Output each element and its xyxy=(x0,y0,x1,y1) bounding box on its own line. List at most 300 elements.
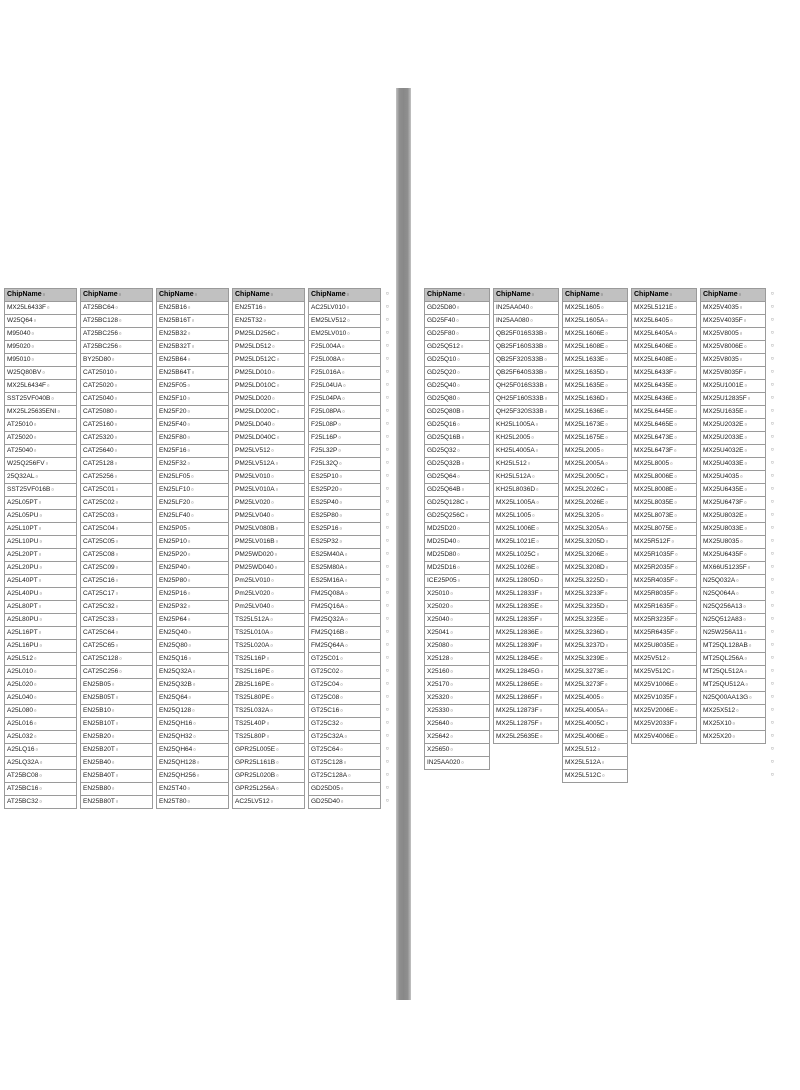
chip-table-left-1 xyxy=(4,288,77,809)
pilcrow-mark: ¤ xyxy=(771,486,774,492)
chip-cell: EN25B16T ¤ xyxy=(157,315,229,328)
chip-cell: X25170 ¤ xyxy=(425,679,490,692)
chip-cell: PM25LV040 ¤ xyxy=(233,510,305,523)
page-right xyxy=(424,288,778,783)
chip-cell: ES25M80A ¤ xyxy=(309,562,381,575)
chip-cell: MX25L512A ¤ xyxy=(563,757,628,770)
chip-cell: MX25V1006E ¤ xyxy=(632,679,697,692)
row-end-marker-strip xyxy=(384,288,393,808)
chip-cell: MX25U2032E ¤ xyxy=(701,419,766,432)
chip-cell: EN25F40 ¤ xyxy=(157,419,229,432)
chip-cell: MX25L6433F ¤ xyxy=(632,367,697,380)
chip-cell: EN25Q16 ¤ xyxy=(157,653,229,666)
chip-cell: TS25L512A ¤ xyxy=(233,614,305,627)
chip-cell: MX25L3225D ¤ xyxy=(563,575,628,588)
chip-cell: ZB25L16PE ¤ xyxy=(233,679,305,692)
chip-cell: MX25V512 ¤ xyxy=(632,653,697,666)
chip-cell: CAT25C05 ¤ xyxy=(81,536,153,549)
pilcrow-mark: ¤ xyxy=(386,473,389,479)
chip-cell: MX25R512F ¤ xyxy=(632,536,697,549)
chip-cell: PM25LV020 ¤ xyxy=(233,497,305,510)
chip-cell: EN25F05 ¤ xyxy=(157,380,229,393)
chip-cell: EN25B64T ¤ xyxy=(157,367,229,380)
chip-cell: CAT25C32 ¤ xyxy=(81,601,153,614)
chip-cell: EN25LF20 ¤ xyxy=(157,497,229,510)
chip-cell: N25Q512A83 ¤ xyxy=(701,614,766,627)
pilcrow-mark: ¤ xyxy=(771,330,774,336)
chip-cell: F25L04PA ¤ xyxy=(309,393,381,406)
chip-cell: CAT25C04 ¤ xyxy=(81,523,153,536)
pilcrow-mark: ¤ xyxy=(386,629,389,635)
chip-cell: AT25BC128 ¤ xyxy=(81,315,153,328)
pilcrow-mark: ¤ xyxy=(771,668,774,674)
chip-cell: EN25LF05 ¤ xyxy=(157,471,229,484)
pilcrow-mark: ¤ xyxy=(386,343,389,349)
chip-cell: EN25P10 ¤ xyxy=(157,536,229,549)
column-header-chipname: ChipName ¤ xyxy=(425,289,490,302)
chip-table-left-4 xyxy=(232,288,305,809)
chip-cell: EN25F16 ¤ xyxy=(157,445,229,458)
pilcrow-mark: ¤ xyxy=(771,694,774,700)
chip-cell: X25128 ¤ xyxy=(425,653,490,666)
chip-cell: EN25B16 ¤ xyxy=(157,302,229,315)
chip-cell: X25650 ¤ xyxy=(425,744,490,757)
chip-cell: MX25V8006E ¤ xyxy=(701,341,766,354)
chip-cell: EN25B05T ¤ xyxy=(81,692,153,705)
chip-cell: FM25Q32A ¤ xyxy=(309,614,381,627)
column-header-chipname: ChipName ¤ xyxy=(494,289,559,302)
chip-cell: MX25R3235F ¤ xyxy=(632,614,697,627)
chip-cell: QB25F016S33B ¤ xyxy=(494,328,559,341)
chip-cell: EN25B80 ¤ xyxy=(81,783,153,796)
pilcrow-mark: ¤ xyxy=(771,746,774,752)
chip-cell: KH25L512 ¤ xyxy=(494,458,559,471)
chip-cell: X25640 ¤ xyxy=(425,718,490,731)
chip-cell: CAT25C256 ¤ xyxy=(81,666,153,679)
pilcrow-mark: ¤ xyxy=(386,642,389,648)
chip-cell: MX25L4005A ¤ xyxy=(563,705,628,718)
chip-cell: MT25QL512A ¤ xyxy=(701,666,766,679)
chip-cell: IN25AA020 ¤ xyxy=(425,757,490,770)
chip-cell: ES25P16 ¤ xyxy=(309,523,381,536)
pilcrow-mark: ¤ xyxy=(771,460,774,466)
chip-cell: MX25L8006E ¤ xyxy=(632,471,697,484)
chip-cell: GD25F40 ¤ xyxy=(425,315,490,328)
chip-cell: M95020 ¤ xyxy=(5,341,77,354)
pilcrow-mark: ¤ xyxy=(771,499,774,505)
chip-cell: M95040 ¤ xyxy=(5,328,77,341)
chip-cell: A25L16PU ¤ xyxy=(5,640,77,653)
chip-cell: A25L040 ¤ xyxy=(5,692,77,705)
pilcrow-mark: ¤ xyxy=(386,616,389,622)
chip-cell: CAT25080 ¤ xyxy=(81,406,153,419)
chip-cell: AT25BC16 ¤ xyxy=(5,783,77,796)
chip-cell: GD25D40 ¤ xyxy=(309,796,381,809)
chip-cell: AT25020 ¤ xyxy=(5,432,77,445)
pilcrow-mark: ¤ xyxy=(771,512,774,518)
chip-cell: GD25Q64B ¤ xyxy=(425,484,490,497)
chip-cell: MX25L6434F ¤ xyxy=(5,380,77,393)
pilcrow-mark: ¤ xyxy=(386,395,389,401)
pilcrow-mark: ¤ xyxy=(386,421,389,427)
chip-cell: X25320 ¤ xyxy=(425,692,490,705)
chip-cell: A25L20PU ¤ xyxy=(5,562,77,575)
chip-cell: MX25V512C ¤ xyxy=(632,666,697,679)
chip-cell: EN25QH32 ¤ xyxy=(157,731,229,744)
chip-cell: EN25LF10 ¤ xyxy=(157,484,229,497)
chip-cell: MX25L1606E ¤ xyxy=(563,328,628,341)
chip-cell: A25L80PT ¤ xyxy=(5,601,77,614)
chip-cell: N25Q256A13 ¤ xyxy=(701,601,766,614)
pilcrow-mark: ¤ xyxy=(386,720,389,726)
chip-cell: MX25V2033F ¤ xyxy=(632,718,697,731)
pilcrow-mark: ¤ xyxy=(771,772,774,778)
pilcrow-mark: ¤ xyxy=(386,512,389,518)
pilcrow-mark: ¤ xyxy=(386,603,389,609)
chip-cell: GD25Q16B ¤ xyxy=(425,432,490,445)
chip-cell: A25L80PU ¤ xyxy=(5,614,77,627)
chip-cell: CAT25040 ¤ xyxy=(81,393,153,406)
chip-cell: EN25Q32B ¤ xyxy=(157,679,229,692)
chip-cell: EN25B10T ¤ xyxy=(81,718,153,731)
chip-cell: GD25Q32 ¤ xyxy=(425,445,490,458)
column-header-chipname: ChipName ¤ xyxy=(5,289,77,302)
chip-cell: MX25L2026E ¤ xyxy=(563,497,628,510)
chip-cell: EN25P05 ¤ xyxy=(157,523,229,536)
chip-cell: SST25VF040B ¤ xyxy=(5,393,77,406)
chip-cell: PM25LV016B ¤ xyxy=(233,536,305,549)
pilcrow-mark: ¤ xyxy=(771,590,774,596)
chip-cell: MX25L3273E ¤ xyxy=(563,666,628,679)
chip-cell: CAT25020 ¤ xyxy=(81,380,153,393)
chip-cell: MX25L8075E ¤ xyxy=(632,523,697,536)
chip-cell: CAT25C09 ¤ xyxy=(81,562,153,575)
chip-cell: MX25L1605A ¤ xyxy=(563,315,628,328)
chip-cell: AC25LV512 ¤ xyxy=(233,796,305,809)
chip-cell: MX25U2033E ¤ xyxy=(701,432,766,445)
chip-cell: KH25L512A ¤ xyxy=(494,471,559,484)
chip-cell: CAT25160 ¤ xyxy=(81,419,153,432)
chip-cell: W25Q256FV ¤ xyxy=(5,458,77,471)
chip-cell: QB25F640S33B ¤ xyxy=(494,367,559,380)
pilcrow-mark: ¤ xyxy=(771,356,774,362)
chip-cell: SST25VF016B ¤ xyxy=(5,484,77,497)
chip-cell: M95010 ¤ xyxy=(5,354,77,367)
chip-cell: MX25L12833F ¤ xyxy=(494,588,559,601)
pilcrow-mark: ¤ xyxy=(386,590,389,596)
chip-cell: MX25L6405A ¤ xyxy=(632,328,697,341)
pilcrow-mark: ¤ xyxy=(771,733,774,739)
chip-cell: A25L20PT ¤ xyxy=(5,549,77,562)
chip-cell: MX25L1635D ¤ xyxy=(563,367,628,380)
chip-cell: MX25V4006E ¤ xyxy=(632,731,697,744)
chip-cell: MX25U4032E ¤ xyxy=(701,445,766,458)
chip-cell: MX25L512 ¤ xyxy=(563,744,628,757)
chip-cell: MX25L2005C ¤ xyxy=(563,471,628,484)
chip-cell: MX25L3205D ¤ xyxy=(563,536,628,549)
chip-cell: EN25P32 ¤ xyxy=(157,601,229,614)
chip-cell: ES25P40 ¤ xyxy=(309,497,381,510)
chip-cell: EN25Q40 ¤ xyxy=(157,627,229,640)
row-end-marker-strip xyxy=(769,288,778,782)
chip-cell: MX25U4035 ¤ xyxy=(701,471,766,484)
pilcrow-mark: ¤ xyxy=(771,369,774,375)
chip-cell: CAT25256 ¤ xyxy=(81,471,153,484)
chip-cell: MX25L1026E ¤ xyxy=(494,562,559,575)
pilcrow-mark: ¤ xyxy=(386,785,389,791)
chip-cell: EN25T80 ¤ xyxy=(157,796,229,809)
chip-cell: A25L05PT ¤ xyxy=(5,497,77,510)
chip-cell: QB25F160S33B ¤ xyxy=(494,341,559,354)
chip-cell: MX25L12845E ¤ xyxy=(494,653,559,666)
chip-cell: TS25L16PE ¤ xyxy=(233,666,305,679)
chip-cell: F25L04UA ¤ xyxy=(309,380,381,393)
chip-cell: MX25L12805D ¤ xyxy=(494,575,559,588)
pilcrow-mark: ¤ xyxy=(771,616,774,622)
chip-table-left-5 xyxy=(308,288,381,809)
chip-cell: ES25P20 ¤ xyxy=(309,484,381,497)
chip-cell: ES25M16A ¤ xyxy=(309,575,381,588)
chip-cell: EN25F32 ¤ xyxy=(157,458,229,471)
pilcrow-mark: ¤ xyxy=(386,759,389,765)
chip-cell: PM25LD020C ¤ xyxy=(233,406,305,419)
chip-cell: EM25LV512 ¤ xyxy=(309,315,381,328)
chip-cell: MX25V4035F ¤ xyxy=(701,315,766,328)
chip-cell: CAT25C17 ¤ xyxy=(81,588,153,601)
chip-cell: A25L10PT ¤ xyxy=(5,523,77,536)
chip-cell: MX25U8035E ¤ xyxy=(632,640,697,653)
chip-cell: MX25L12839F ¤ xyxy=(494,640,559,653)
chip-cell: EN25QH64 ¤ xyxy=(157,744,229,757)
chip-cell: CAT25C128 ¤ xyxy=(81,653,153,666)
pilcrow-mark: ¤ xyxy=(771,538,774,544)
chip-cell: PM25LD040C ¤ xyxy=(233,432,305,445)
pilcrow-mark: ¤ xyxy=(771,408,774,414)
chip-cell: EN25T16 ¤ xyxy=(233,302,305,315)
column-header-chipname: ChipName ¤ xyxy=(233,289,305,302)
chip-cell: MX25L3273F ¤ xyxy=(563,679,628,692)
chip-cell: MX25V8005 ¤ xyxy=(701,328,766,341)
chip-cell: MD25D40 ¤ xyxy=(425,536,490,549)
pilcrow-mark: ¤ xyxy=(386,460,389,466)
chip-cell: X25330 ¤ xyxy=(425,705,490,718)
chip-cell: GT25C16 ¤ xyxy=(309,705,381,718)
chip-cell: PM25LD020 ¤ xyxy=(233,393,305,406)
column-header-chipname: ChipName ¤ xyxy=(632,289,697,302)
chip-cell: MX25L3208D ¤ xyxy=(563,562,628,575)
chip-cell: EN25Q128 ¤ xyxy=(157,705,229,718)
chip-cell: GD25Q80 ¤ xyxy=(425,393,490,406)
chip-cell: AT25010 ¤ xyxy=(5,419,77,432)
chip-cell: GD25Q256C ¤ xyxy=(425,510,490,523)
chip-cell: GT25C64 ¤ xyxy=(309,744,381,757)
chip-cell: PM25LD010C ¤ xyxy=(233,380,305,393)
chip-cell: F25L16P ¤ xyxy=(309,432,381,445)
chip-cell: A25L40PT ¤ xyxy=(5,575,77,588)
pilcrow-mark: ¤ xyxy=(771,525,774,531)
chip-cell: MX25L12875F ¤ xyxy=(494,718,559,731)
chip-cell: EN25B32T ¤ xyxy=(157,341,229,354)
chip-cell: MX25L6405 ¤ xyxy=(632,315,697,328)
pilcrow-mark: ¤ xyxy=(771,681,774,687)
pilcrow-mark: ¤ xyxy=(771,395,774,401)
chip-cell: AT25BC08 ¤ xyxy=(5,770,77,783)
column-header-chipname: ChipName ¤ xyxy=(157,289,229,302)
chip-cell: MX25L3235D ¤ xyxy=(563,601,628,614)
chip-cell: GPR25L020B ¤ xyxy=(233,770,305,783)
chip-cell: ES25P10 ¤ xyxy=(309,471,381,484)
chip-cell: EN25B20T ¤ xyxy=(81,744,153,757)
chip-cell: BY25D80 ¤ xyxy=(81,354,153,367)
chip-cell: N25Q032A ¤ xyxy=(701,575,766,588)
chip-cell: MX25L512C ¤ xyxy=(563,770,628,783)
chip-cell: MX25L1025C ¤ xyxy=(494,549,559,562)
chip-cell: CAT25320 ¤ xyxy=(81,432,153,445)
chip-cell: MX25R1035F ¤ xyxy=(632,549,697,562)
chip-cell: EN25B20 ¤ xyxy=(81,731,153,744)
chip-cell: MX25R1635F ¤ xyxy=(632,601,697,614)
chip-cell: GD25Q80B ¤ xyxy=(425,406,490,419)
chip-cell: AT25BC32 ¤ xyxy=(5,796,77,809)
chip-cell: W25Q80BV ¤ xyxy=(5,367,77,380)
chip-cell: PM25WD040 ¤ xyxy=(233,562,305,575)
chip-cell: MX25L3206E ¤ xyxy=(563,549,628,562)
chip-cell: EN25T32 ¤ xyxy=(233,315,305,328)
chip-cell: MX25V1035F ¤ xyxy=(632,692,697,705)
pilcrow-mark: ¤ xyxy=(386,746,389,752)
pilcrow-mark: ¤ xyxy=(771,473,774,479)
chip-cell: MX25L3235E ¤ xyxy=(563,614,628,627)
chip-cell: MX25L12835F ¤ xyxy=(494,614,559,627)
chip-cell: MX25L2005 ¤ xyxy=(563,445,628,458)
chip-cell: Pm25LV020 ¤ xyxy=(233,588,305,601)
chip-cell: FM25Q16A ¤ xyxy=(309,601,381,614)
chip-cell: X25010 ¤ xyxy=(425,588,490,601)
chip-cell: EN25P20 ¤ xyxy=(157,549,229,562)
chip-cell: MX25L3239E ¤ xyxy=(563,653,628,666)
chip-cell: A25LQ32A ¤ xyxy=(5,757,77,770)
chip-cell: F25L004A ¤ xyxy=(309,341,381,354)
chip-cell: EN25F10 ¤ xyxy=(157,393,229,406)
chip-cell: PM25LD040 ¤ xyxy=(233,419,305,432)
chip-cell: FM25Q08A ¤ xyxy=(309,588,381,601)
pilcrow-mark: ¤ xyxy=(771,655,774,661)
chip-cell: MX25L6436E ¤ xyxy=(632,393,697,406)
pilcrow-mark: ¤ xyxy=(771,564,774,570)
chip-cell: CAT25C33 ¤ xyxy=(81,614,153,627)
chip-cell: MX25L1605 ¤ xyxy=(563,302,628,315)
chip-cell: EN25P16 ¤ xyxy=(157,588,229,601)
chip-cell: GD25Q32B ¤ xyxy=(425,458,490,471)
chip-cell: MX25U12835F ¤ xyxy=(701,393,766,406)
pilcrow-mark: ¤ xyxy=(386,772,389,778)
chip-cell: MX25L1005A ¤ xyxy=(494,497,559,510)
chip-cell: MX25U8033E ¤ xyxy=(701,523,766,536)
chip-cell: GT25C01 ¤ xyxy=(309,653,381,666)
chip-cell: EN25P64 ¤ xyxy=(157,614,229,627)
chip-cell: MX25L8005 ¤ xyxy=(632,458,697,471)
chip-cell: FM25Q64A ¤ xyxy=(309,640,381,653)
chip-cell: A25L10PU ¤ xyxy=(5,536,77,549)
chip-cell: MX25L6435E ¤ xyxy=(632,380,697,393)
chip-cell: GT25C128 ¤ xyxy=(309,757,381,770)
chip-table-left-3 xyxy=(156,288,229,809)
chip-cell: PM25LV010 ¤ xyxy=(233,471,305,484)
chip-table-right-5 xyxy=(700,288,766,744)
chip-cell: EN25Q80 ¤ xyxy=(157,640,229,653)
chip-cell: X25160 ¤ xyxy=(425,666,490,679)
chip-cell: A25L080 ¤ xyxy=(5,705,77,718)
pilcrow-mark: ¤ xyxy=(771,343,774,349)
chip-cell: EN25QH16 ¤ xyxy=(157,718,229,731)
column-header-chipname: ChipName ¤ xyxy=(701,289,766,302)
chip-cell: MX25V2006E ¤ xyxy=(632,705,697,718)
pilcrow-mark: ¤ xyxy=(386,369,389,375)
chip-cell: MX25V4035 ¤ xyxy=(701,302,766,315)
chip-cell: MX25L1021E ¤ xyxy=(494,536,559,549)
chip-cell: IN25AA080 ¤ xyxy=(494,315,559,328)
pilcrow-mark: ¤ xyxy=(771,551,774,557)
chip-cell: N25Q064A ¤ xyxy=(701,588,766,601)
chip-cell: MX25R8035F ¤ xyxy=(632,588,697,601)
chip-cell: MX25L3205 ¤ xyxy=(563,510,628,523)
chip-cell: CAT25C64 ¤ xyxy=(81,627,153,640)
chip-cell: ES25P32 ¤ xyxy=(309,536,381,549)
chip-cell: TS25L40P ¤ xyxy=(233,718,305,731)
pilcrow-mark: ¤ xyxy=(771,317,774,323)
chip-cell: EN25P80 ¤ xyxy=(157,575,229,588)
chip-cell: MX25L1636D ¤ xyxy=(563,393,628,406)
chip-cell: MX25X512 ¤ xyxy=(701,705,766,718)
chip-cell: GD25Q40 ¤ xyxy=(425,380,490,393)
chip-cell: QH25F016S33B ¤ xyxy=(494,380,559,393)
chip-cell: N25W256A11 ¤ xyxy=(701,627,766,640)
chip-cell: MX25L8035E ¤ xyxy=(632,497,697,510)
chip-cell: A25L05PU ¤ xyxy=(5,510,77,523)
chip-cell: GT25C08 ¤ xyxy=(309,692,381,705)
chip-cell: GPR25L161B ¤ xyxy=(233,757,305,770)
chip-cell: MD25D16 ¤ xyxy=(425,562,490,575)
chip-cell: EN25LF40 ¤ xyxy=(157,510,229,523)
pilcrow-mark: ¤ xyxy=(771,642,774,648)
chip-cell: MX25R4035F ¤ xyxy=(632,575,697,588)
chip-cell: W25Q64 ¤ xyxy=(5,315,77,328)
column-header-chipname: ChipName ¤ xyxy=(81,289,153,302)
pilcrow-mark: ¤ xyxy=(386,434,389,440)
chip-cell: MX25L8008E ¤ xyxy=(632,484,697,497)
chip-cell: F25L32Q ¤ xyxy=(309,458,381,471)
chip-cell: MX25L6473E ¤ xyxy=(632,432,697,445)
pilcrow-mark: ¤ xyxy=(386,317,389,323)
chip-cell: MX25L12865F ¤ xyxy=(494,692,559,705)
chip-cell: A25L512 ¤ xyxy=(5,653,77,666)
chip-cell: MX25U6435E ¤ xyxy=(701,484,766,497)
chip-table-right-4 xyxy=(631,288,697,744)
chip-cell: GT25C32 ¤ xyxy=(309,718,381,731)
pilcrow-mark: ¤ xyxy=(771,759,774,765)
pilcrow-mark: ¤ xyxy=(386,694,389,700)
pilcrow-mark: ¤ xyxy=(386,551,389,557)
pilcrow-mark: ¤ xyxy=(386,499,389,505)
chip-cell: EN25QH128 ¤ xyxy=(157,757,229,770)
chip-cell: MX25L8073E ¤ xyxy=(632,510,697,523)
chip-cell: A25L016 ¤ xyxy=(5,718,77,731)
chip-cell: A25LQ16 ¤ xyxy=(5,744,77,757)
chip-cell: IN25AA040 ¤ xyxy=(494,302,559,315)
chip-cell: MX25L12873F ¤ xyxy=(494,705,559,718)
chip-cell: MX25L5121E ¤ xyxy=(632,302,697,315)
chip-cell: KH25L1005A ¤ xyxy=(494,419,559,432)
